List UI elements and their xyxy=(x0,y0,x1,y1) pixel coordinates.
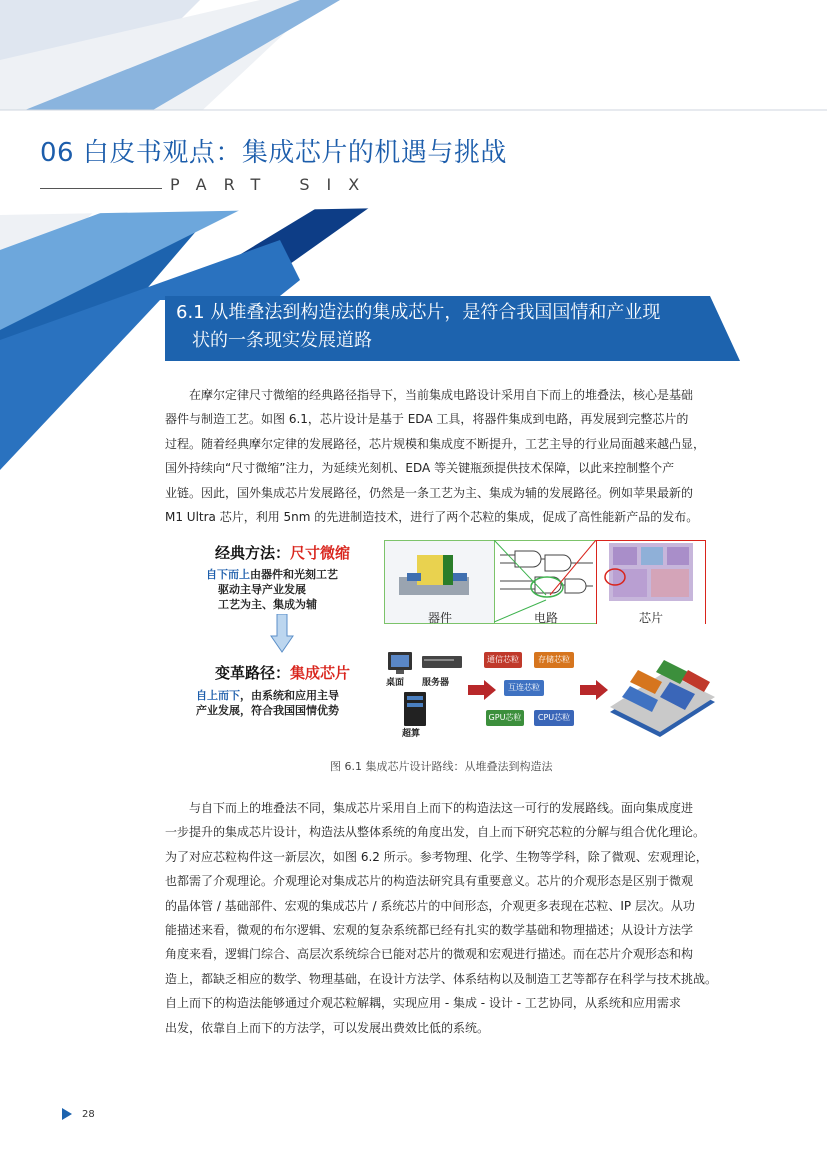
page-number: 28 xyxy=(82,1109,95,1120)
integrated-chip-icon xyxy=(600,642,720,742)
chiplet-gpu: GPU芯粒 xyxy=(486,710,524,726)
para2-line: 自上而下的构造法能够通过介观芯粒解耦，实现应用 - 集成 - 设计 - 工艺协同，从系统和应用需求 xyxy=(165,996,681,1011)
para1-line: M1 Ultra 芯片，利用 5nm 的先进制造技术，进行了两个芯粒的集成，促成了高性能新产品的发布。 xyxy=(165,510,699,525)
systems-icons xyxy=(382,648,472,738)
para2-line: 造上，都缺乏相应的数学、物理基础，在设计方法学、体系结构以及制造工艺等都存在科学与技术挑战。 xyxy=(165,971,718,986)
para2-line: 能描述来看，微观的布尔逻辑、宏观的复杂系统都已经有扎实的数学基础和物理描述；从设计方法学 xyxy=(165,923,694,938)
para2-line: 的晶体管 / 基础部件、宏观的集成芯片 / 系统芯片的中间形态，介观更多表现在芯粒、IP 层次。从功 xyxy=(165,898,695,913)
classic-method-desc xyxy=(206,567,338,612)
classic-method-label: 经典方法： xyxy=(215,544,291,562)
section-title-line1: 6.1 从堆叠法到构造法的集成芯片，是符合我国国情和产业现 xyxy=(176,302,661,323)
para2-line: 出发，依靠自上而下的方法学，可以发展出费效比低的系统。 xyxy=(165,1020,490,1035)
para2-line: 一步提升的集成芯片设计，构造法从整体系统的角度出发，自上而下研究芯粒的分解与组合优化理论。 xyxy=(165,825,706,840)
para1-line: 国外持续向“尺寸微缩”注力，为延续光刻机、EDA 等关键瓶颈提供技术保障，以此来控制整个产 xyxy=(165,461,675,476)
reform-desc-rest: ，由系统和应用主导 xyxy=(240,689,339,702)
down-arrow-icon xyxy=(270,614,294,654)
classic-desc-blue: 自下而上 xyxy=(206,568,250,581)
section-title-line2: 状的一条现实发展道路 xyxy=(192,330,372,351)
para2-line: 为了对应芯粒构件这一新层次，如图 6.2 所示。参考物理、化学、生物等学科，除了微观、宏观理论， xyxy=(165,849,708,864)
device-panel xyxy=(384,540,496,624)
chiplet-cpu: CPU芯粒 xyxy=(534,710,574,726)
reform-desc-line2: 产业发展，符合我国国情优势 xyxy=(196,704,339,717)
classic-desc-line2: 驱动主导产业发展 xyxy=(218,583,306,596)
part-label: PART SIX xyxy=(170,175,377,194)
figure-6-1 xyxy=(160,530,720,755)
transistor-icon xyxy=(385,541,495,603)
paragraph-1 xyxy=(165,383,745,529)
chiplet-comm: 通信芯粒 xyxy=(484,652,522,668)
para1-line: 业链。因此，国外集成芯片发展路径，仍然是一条工艺为主、集成为辅的发展路径。例如苹果最新的 xyxy=(165,485,694,500)
section-title xyxy=(176,299,706,355)
classic-method-heading xyxy=(215,542,350,563)
para2-line: 与自下而上的堆叠法不同，集成芯片采用自上而下的构造法这一可行的发展路线。面向集成度进 xyxy=(189,801,694,815)
chapter-title: 06 白皮书观点：集成芯片的机遇与挑战 xyxy=(40,138,507,168)
reform-path-label: 变革路径： xyxy=(215,664,291,682)
figure-caption: 图 6.1 集成芯片设计路线：从堆叠法到构造法 xyxy=(330,760,553,773)
classic-method-highlight: 尺寸微缩 xyxy=(290,544,351,562)
red-arrow-icon xyxy=(468,680,498,700)
supercomputer-label: 超算 xyxy=(402,729,421,739)
panel-connector-lines xyxy=(494,540,604,624)
reform-desc-blue: 自上而下 xyxy=(196,689,240,702)
chip-die-icon xyxy=(597,541,705,603)
part-divider-line xyxy=(40,188,162,189)
chiplet-storage: 存储芯粒 xyxy=(534,652,574,668)
classic-desc-rest: 由器件和光刻工艺 xyxy=(250,568,338,581)
para1-line: 过程。随着经典摩尔定律的发展路径，芯片规模和集成度不断提升，工艺主导的行业局面越来越凸显， xyxy=(165,436,706,451)
paragraph-2 xyxy=(165,796,745,1040)
classic-desc-line3: 工艺为主、集成为辅 xyxy=(218,598,317,611)
device-label: 器件 xyxy=(427,611,452,625)
para2-line: 角度来看，逻辑门综合、高层次系统综合已能对芯片的微观和宏观进行描述。而在芯片介观形态和构 xyxy=(165,947,694,962)
chip-panel xyxy=(596,540,706,624)
reform-path-desc xyxy=(196,688,339,718)
para1-line: 在摩尔定律尺寸微缩的经典路径指导下，当前集成电路设计采用自下而上的堆叠法，核心是基础 xyxy=(189,388,694,402)
chiplet-interconnect: 互连芯粒 xyxy=(504,680,544,696)
desktop-label: 桌面 xyxy=(386,678,405,688)
para1-line: 器件与制造工艺。如图 6.1，芯片设计是基于 EDA 工具，将器件集成到电路，再发展到完整芯片的 xyxy=(165,412,689,427)
server-label: 服务器 xyxy=(422,678,450,688)
reform-path-heading xyxy=(215,662,350,683)
circuit-label: 电路 xyxy=(533,611,558,625)
para2-line: 也都需了介观理论。介观理论对集成芯片的构造法研究具有重要意义。芯片的介观形态是区别于微观 xyxy=(165,874,694,889)
reform-path-highlight: 集成芯片 xyxy=(290,664,351,682)
chip-label: 芯片 xyxy=(597,609,705,626)
